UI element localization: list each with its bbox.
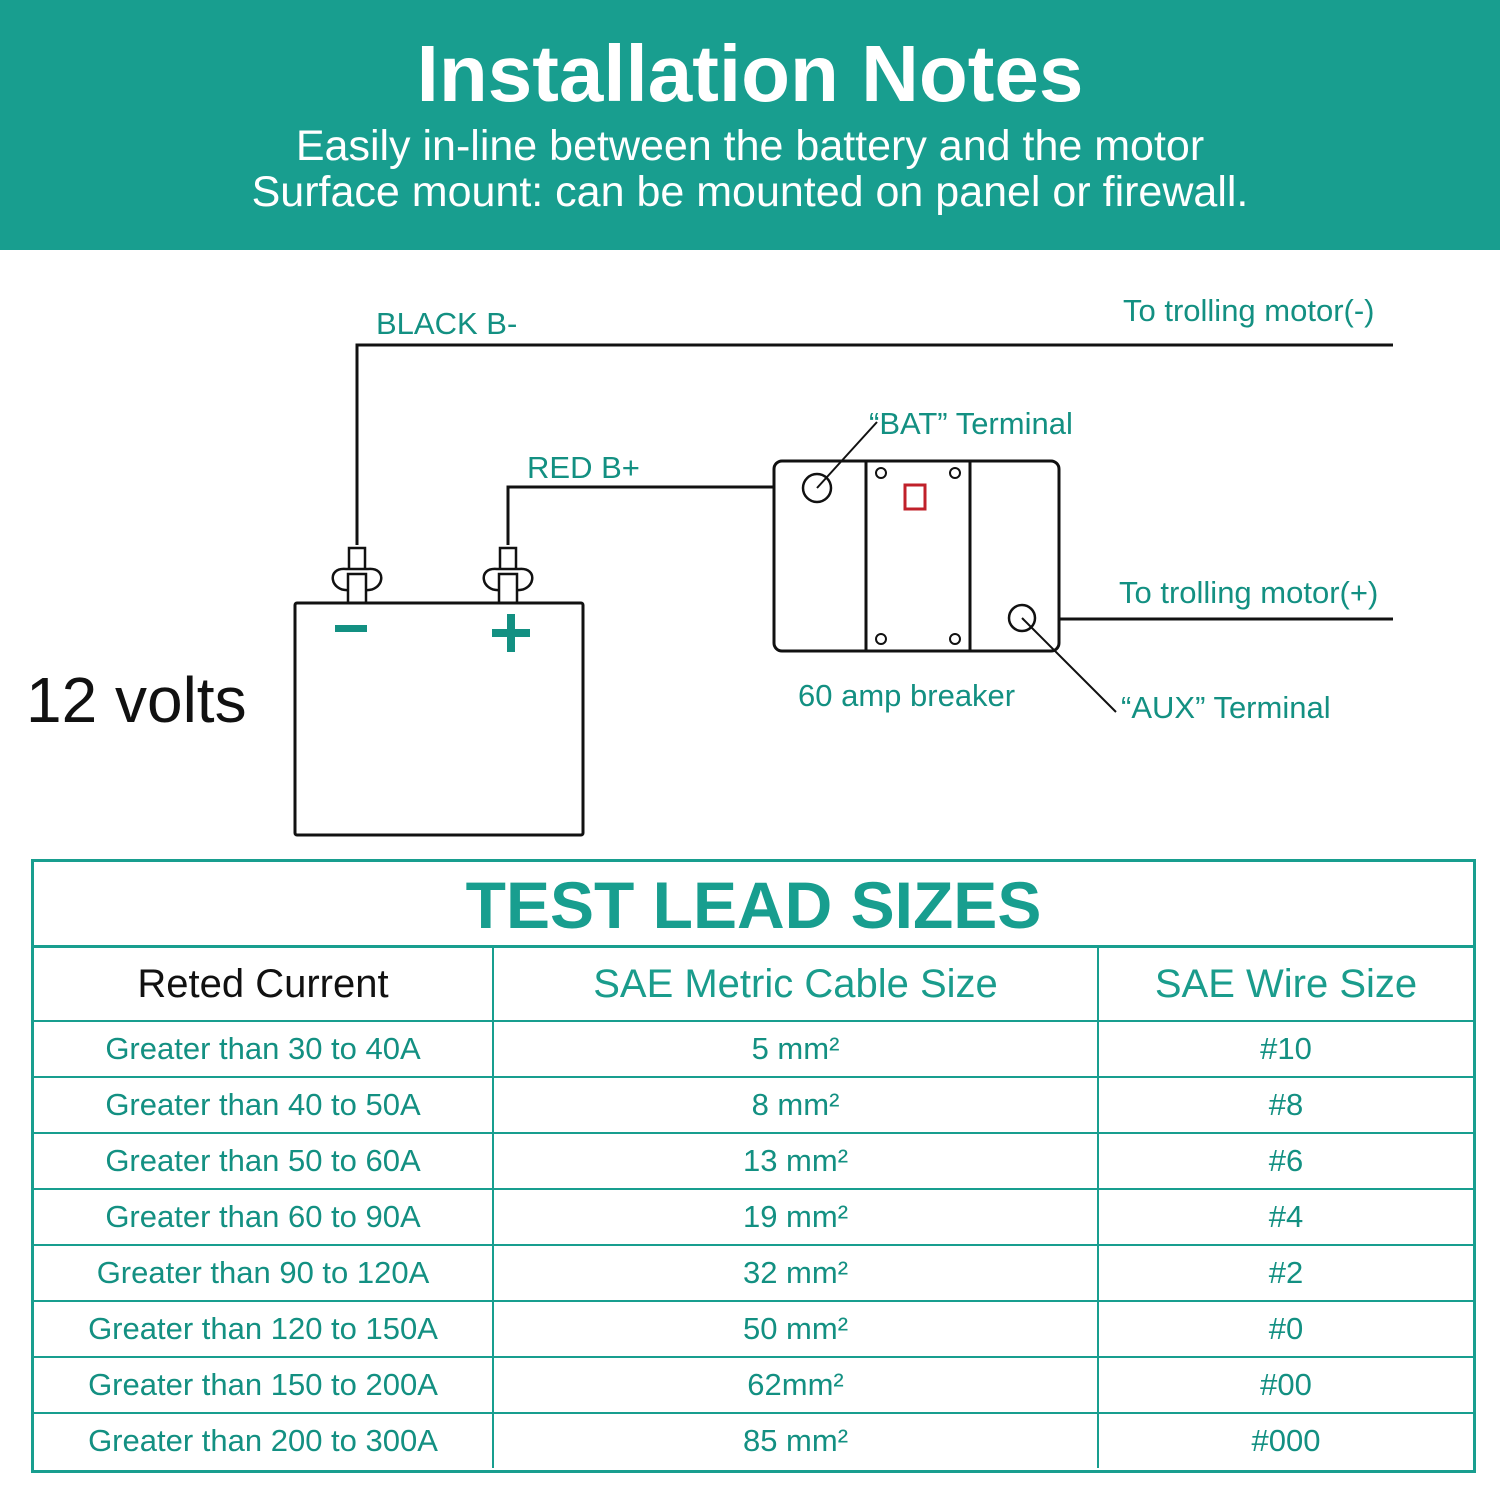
- lead-size-grid: [34, 948, 1473, 1468]
- page-title: Installation Notes: [416, 29, 1084, 118]
- table-row: [34, 1021, 1473, 1077]
- header-note-inline: Easily in-line between the battery and the motor: [295, 122, 1205, 170]
- table-row: [34, 1413, 1473, 1468]
- breaker-reset-indicator: [905, 485, 925, 509]
- table-row: [34, 1301, 1473, 1357]
- red-positive-label: RED B+: [527, 450, 640, 485]
- positive-terminal-post: [484, 548, 532, 604]
- table-title: TEST LEAD SIZES: [34, 862, 1473, 948]
- table-row: [34, 1357, 1473, 1413]
- table-header-row: [34, 948, 1473, 1021]
- metric-cable-size-cell: 19 mm²: [493, 1189, 1098, 1245]
- metric-cable-size-cell: 5 mm²: [493, 1021, 1098, 1077]
- breaker-label: 60 amp breaker: [798, 678, 1016, 713]
- black-negative-label: BLACK B-: [376, 306, 518, 341]
- header-note-surface-mount: Surface mount: can be mounted on panel or firewall.: [251, 168, 1249, 216]
- rated-current-cell: Greater than 40 to 50A: [34, 1077, 493, 1133]
- header-metric-cable-size: SAE Metric Cable Size: [493, 948, 1098, 1021]
- rated-current-cell: Greater than 60 to 90A: [34, 1189, 493, 1245]
- wire-size-cell: #00: [1098, 1357, 1473, 1413]
- negative-terminal-post: [333, 548, 381, 604]
- aux-terminal-leader: [1022, 618, 1116, 712]
- table-row: [34, 1245, 1473, 1301]
- wire-size-cell: #2: [1098, 1245, 1473, 1301]
- table-row: [34, 1077, 1473, 1133]
- wire-size-cell: #8: [1098, 1077, 1473, 1133]
- rated-current-cell: Greater than 30 to 40A: [34, 1021, 493, 1077]
- header-rated-current: Reted Current: [34, 948, 493, 1021]
- wire-size-cell: #0: [1098, 1301, 1473, 1357]
- red-positive-wire: [508, 487, 817, 545]
- metric-cable-size-cell: 13 mm²: [493, 1133, 1098, 1189]
- header-wire-size: SAE Wire Size: [1098, 948, 1473, 1021]
- rated-current-cell: Greater than 120 to 150A: [34, 1301, 493, 1357]
- rated-current-cell: Greater than 90 to 120A: [34, 1245, 493, 1301]
- wire-size-cell: #10: [1098, 1021, 1473, 1077]
- wiring-diagram: [0, 250, 1500, 850]
- wire-size-cell: #6: [1098, 1133, 1473, 1189]
- test-lead-sizes-table: [31, 859, 1476, 1473]
- motor-positive-label: To trolling motor(+): [1119, 575, 1379, 610]
- table-row: [34, 1133, 1473, 1189]
- metric-cable-size-cell: 8 mm²: [493, 1077, 1098, 1133]
- aux-terminal-label: “AUX” Terminal: [1121, 690, 1331, 725]
- metric-cable-size-cell: 50 mm²: [493, 1301, 1098, 1357]
- header-banner: [0, 0, 1500, 250]
- motor-negative-label: To trolling motor(-): [1123, 293, 1375, 328]
- metric-cable-size-cell: 32 mm²: [493, 1245, 1098, 1301]
- wire-size-cell: #000: [1098, 1413, 1473, 1468]
- battery-minus-sign: [335, 625, 367, 632]
- bat-terminal-label: “BAT” Terminal: [869, 406, 1073, 441]
- metric-cable-size-cell: 85 mm²: [493, 1413, 1098, 1468]
- rated-current-cell: Greater than 200 to 300A: [34, 1413, 493, 1468]
- metric-cable-size-cell: 62mm²: [493, 1357, 1098, 1413]
- rated-current-cell: Greater than 50 to 60A: [34, 1133, 493, 1189]
- battery-voltage-label: 12 volts: [26, 664, 247, 736]
- battery-body: [295, 603, 583, 835]
- wire-size-cell: #4: [1098, 1189, 1473, 1245]
- rated-current-cell: Greater than 150 to 200A: [34, 1357, 493, 1413]
- table-row: [34, 1189, 1473, 1245]
